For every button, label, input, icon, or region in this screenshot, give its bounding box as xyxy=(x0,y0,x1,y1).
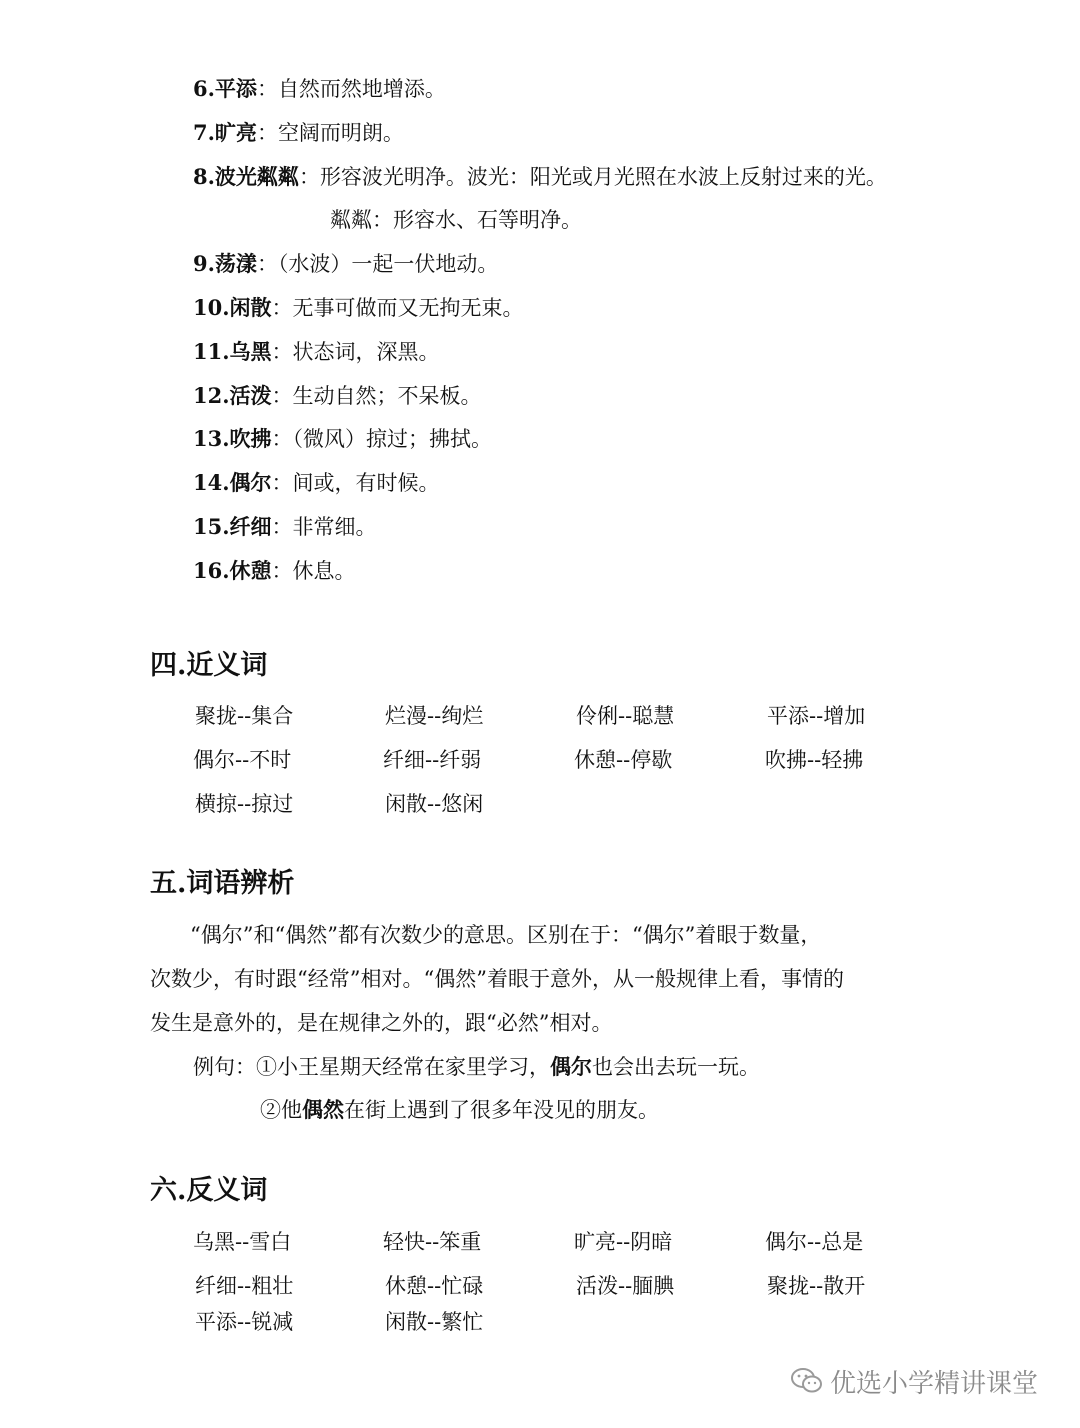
watermark xyxy=(790,1363,1038,1403)
synonym-pair: 纤细--纤弱 xyxy=(383,748,482,772)
synonym-pair: 吹拂--轻拂 xyxy=(765,748,864,772)
antonym-pair: 旷亮--阴暗 xyxy=(574,1230,673,1254)
definition-item: 8.波光粼粼：形容波光明净。波光：阳光或月光照在水波上反射过来的光。 xyxy=(193,164,887,189)
wechat-icon xyxy=(790,1366,824,1403)
antonym-pair: 乌黑--雪白 xyxy=(193,1230,292,1254)
analysis-heading: 五.词语辨析 xyxy=(150,868,295,899)
synonym-pair: 横掠--掠过 xyxy=(195,792,294,816)
definition-item: 16.休憩：休息。 xyxy=(193,558,356,583)
antonym-pair: 平添--锐减 xyxy=(195,1310,294,1334)
antonyms-heading: 六.反义词 xyxy=(150,1175,268,1206)
antonym-pair: 聚拢--散开 xyxy=(767,1274,866,1298)
definition-item: 10.闲散：无事可做而又无拘无束。 xyxy=(193,295,524,320)
definition-item: 11.乌黑：状态词，深黑。 xyxy=(193,339,440,364)
synonym-pair: 休憩--停歇 xyxy=(574,748,673,772)
synonyms-heading: 四.近义词 xyxy=(150,650,268,681)
synonym-pair: 聚拢--集合 xyxy=(195,704,294,728)
analysis-line: 发生是意外的，是在规律之外的，跟“必然”相对。 xyxy=(150,1011,613,1035)
synonym-pair: 烂漫--绚烂 xyxy=(385,704,484,728)
analysis-line: “偶尔”和“偶然”都有次数少的意思。区别在于：“偶尔”着眼于数量， xyxy=(190,923,822,947)
watermark-text: 优选小学精讲课堂 xyxy=(830,1369,1039,1399)
antonym-pair: 休憩--忙碌 xyxy=(385,1274,484,1298)
example-sentence-2: ②他偶然在街上遇到了很多年没见的朋友。 xyxy=(260,1097,659,1122)
antonym-pair: 闲散--繁忙 xyxy=(385,1310,484,1334)
analysis-line: 次数少，有时跟“经常”相对。“偶然”着眼于意外，从一般规律上看，事情的 xyxy=(150,967,844,991)
synonym-pair: 平添--增加 xyxy=(767,704,866,728)
antonym-pair: 纤细--粗壮 xyxy=(195,1274,294,1298)
synonym-pair: 偶尔--不时 xyxy=(193,748,292,772)
example-sentence-1: 例句：①小王星期天经常在家里学习，偶尔也会出去玩一玩。 xyxy=(193,1054,760,1079)
antonym-pair: 轻快--笨重 xyxy=(383,1230,482,1254)
definition-item: 6.平添：自然而然地增添。 xyxy=(193,76,446,101)
definition-item: 12.活泼：生动自然；不呆板。 xyxy=(193,383,482,408)
definition-item: 7.旷亮：空阔而明朗。 xyxy=(193,120,404,145)
antonym-pair: 活泼--腼腆 xyxy=(576,1274,675,1298)
synonym-pair: 闲散--悠闲 xyxy=(385,792,484,816)
definition-item: 14.偶尔：间或，有时候。 xyxy=(193,470,440,495)
synonym-pair: 伶俐--聪慧 xyxy=(576,704,675,728)
antonym-pair: 偶尔--总是 xyxy=(765,1230,864,1254)
definition-item: 9.荡漾：（水波）一起一伏地动。 xyxy=(193,251,499,276)
definition-item: 15.纤细：非常细。 xyxy=(193,514,377,539)
definition-item: 13.吹拂：（微风）掠过；拂拭。 xyxy=(193,426,493,451)
definition-item: 粼粼：形容水、石等明净。 xyxy=(330,208,582,232)
